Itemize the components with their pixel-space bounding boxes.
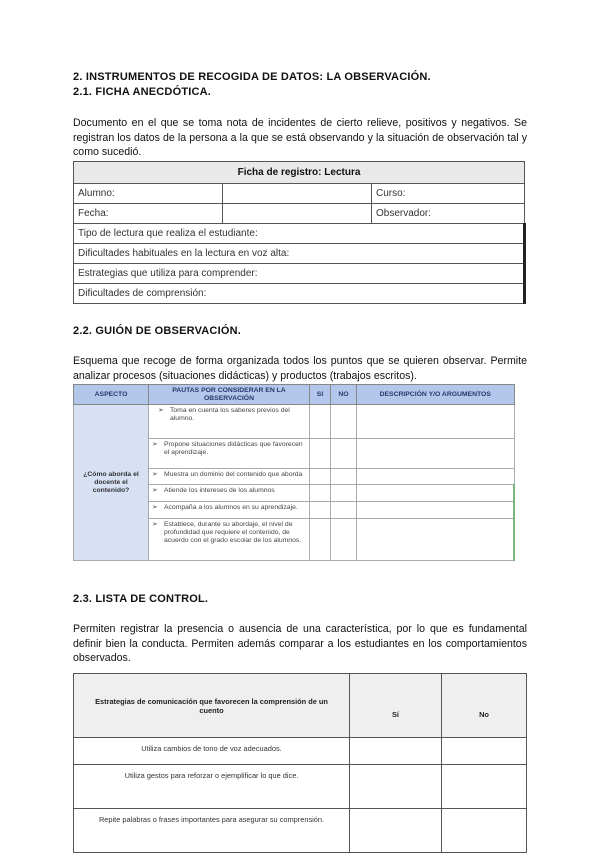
lista-description: Permiten registrar la presencia o ausencia de una característica, por lo que es fundamental definir bien la conducta. Permiten además comparar a los estudiantes en los comportamientos observados. — [73, 623, 527, 664]
ficha-description: Documento en el que se toma nota de incidentes de cierto relieve, positivos y negativos. Se registran los datos de la persona a la que se está observando y la situación de observación tal y como sucedió. — [73, 117, 527, 158]
guion-description: Esquema que recoge de forma organizada todos los puntos que se quieren observar. Permite analizar procesos (situaciones didácticas) y productos (trabajos escritos). — [73, 355, 527, 382]
ficha-row: Dificultades de comprensión: — [74, 284, 525, 304]
subsection-heading-guion: 2.2. GUIÓN DE OBSERVACIÓN. — [73, 325, 241, 337]
guion-item: ➢ Muestra un dominio del contenido que aborda — [149, 469, 310, 485]
subsection-heading-lista: 2.3. LISTA DE CONTROL. — [73, 593, 209, 605]
ficha-curso-label: Curso: — [372, 184, 525, 204]
ficha-observador-label: Observador: — [372, 204, 525, 224]
bullet-icon: ➢ — [152, 504, 158, 511]
ficha-title: Ficha de registro: Lectura — [74, 162, 525, 184]
bullet-icon: ➢ — [152, 521, 158, 528]
lista-header-si: Sí — [350, 674, 442, 738]
ficha-row: Dificultades habituales en la lectura en voz alta: — [74, 244, 525, 264]
lista-table — [73, 673, 527, 853]
lista-item: Utiliza gestos para reforzar o ejemplificar lo que dice. — [74, 765, 350, 809]
lista-header-estrategias: Estrategias de comunicación que favorecen la comprensión de un cuento — [74, 674, 350, 738]
subsection-heading-ficha: 2.1. FICHA ANECDÓTICA. — [73, 86, 212, 98]
bullet-icon: ➢ — [152, 487, 158, 494]
guion-header-pautas: PAUTAS POR CONSIDERAR EN LA OBSERVACIÓN — [149, 385, 310, 405]
guion-item: ➢ Propone situaciones didácticas que favorecen el aprendizaje. — [149, 439, 310, 469]
guion-header-si: SI — [310, 385, 331, 405]
lista-item: Repite palabras o frases importantes para asegurar su comprensión. — [74, 809, 350, 853]
bullet-icon: ➢ — [152, 441, 158, 448]
ficha-table — [73, 161, 526, 304]
guion-header-aspecto: ASPECTO — [74, 385, 149, 405]
lista-header-no: No — [442, 674, 527, 738]
bullet-icon: ➢ — [158, 407, 164, 414]
section-heading: 2. INSTRUMENTOS DE RECOGIDA DE DATOS: LA OBSERVACIÓN. — [73, 71, 431, 83]
ficha-row: Tipo de lectura que realiza el estudiante: — [74, 224, 525, 244]
guion-header-descripcion: DESCRIPCIÓN Y/O ARGUMENTOS — [357, 385, 515, 405]
guion-item: ➢ Establece, durante su abordaje, el nivel de profundidad que requiere el contenido, de acuerdo con el grado escolar de los alumnos. — [149, 519, 310, 561]
guion-item: ➢ Atiende los intereses de los alumnos — [149, 485, 310, 502]
ficha-fecha-label: Fecha: — [74, 204, 223, 224]
guion-item: ➢ Acompaña a los alumnos en su aprendizaje. — [149, 502, 310, 519]
guion-item: ➢ Toma en cuenta los saberes previos del alumno. — [149, 405, 310, 439]
bullet-icon: ➢ — [152, 471, 158, 478]
ficha-fecha-value — [223, 204, 372, 224]
guion-aspect: ¿Cómo aborda el docente el contenido? — [74, 405, 149, 561]
ficha-alumno-label: Alumno: — [74, 184, 223, 204]
guion-header-no: NO — [331, 385, 357, 405]
lista-item: Utiliza cambios de tono de voz adecuados. — [74, 738, 350, 765]
ficha-row: Estrategias que utiliza para comprender: — [74, 264, 525, 284]
guion-table — [73, 384, 515, 561]
ficha-alumno-value — [223, 184, 372, 204]
